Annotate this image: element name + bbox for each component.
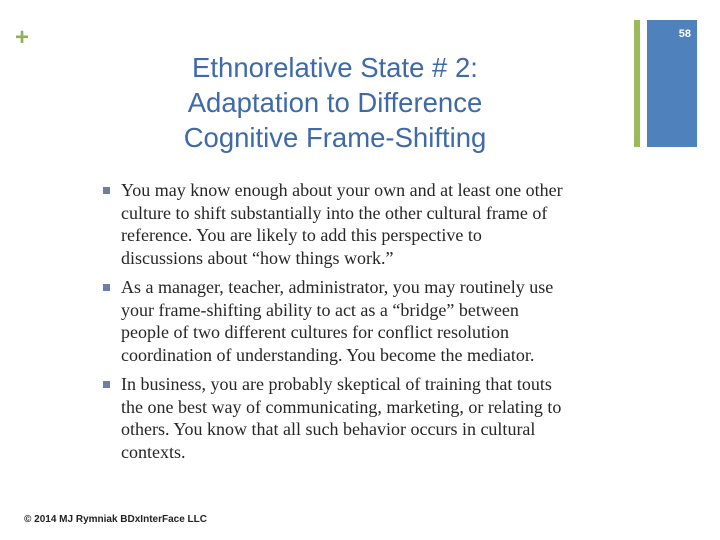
bullet-line: In business, you are probably skeptical of training that touts [121, 374, 552, 394]
bullet-line: others. You know that all such behavior occurs in cultural [121, 419, 536, 439]
bullet-line: As a manager, teacher, administrator, you may routinely use [121, 277, 554, 297]
bullet-line: people of two different cultures for conflict resolution [121, 322, 510, 342]
title-line-3: Cognitive Frame-Shifting [183, 122, 487, 153]
title-line-1: Ethnorelative State # 2: [192, 52, 478, 83]
bullet-item [100, 276, 640, 366]
green-accent-bar [634, 20, 640, 147]
page-number: 58 [678, 28, 691, 40]
bullet-line: culture to shift substantially into the other cultural frame of [121, 202, 548, 223]
title-line-2: Adaptation to Difference [187, 87, 483, 118]
bullet-line: your frame-shifting ability to act as a “bridge” between [121, 299, 519, 320]
square-bullet-icon [103, 381, 110, 388]
copyright-footer: © 2014 MJ Rymniak BDxInterFace LLC [24, 514, 207, 525]
bullet-line: discussions about “how things work.” [121, 247, 394, 268]
bullet-item [100, 373, 640, 463]
bullet-line: coordination of understanding. You become the mediator. [121, 344, 535, 365]
square-bullet-icon [103, 187, 110, 194]
bullet-line: the one best way of communicating, marketing, or relating to [121, 396, 562, 417]
bullet-item [100, 179, 640, 269]
bullet-line: You may know enough about your own and at least one other [121, 180, 563, 200]
bullet-list [100, 179, 640, 470]
plus-icon: + [15, 24, 30, 51]
square-bullet-icon [103, 284, 110, 291]
bullet-line: contexts. [121, 441, 186, 462]
slide-title [120, 50, 550, 155]
bullet-line: reference. You are likely to add this perspective to [121, 225, 482, 245]
